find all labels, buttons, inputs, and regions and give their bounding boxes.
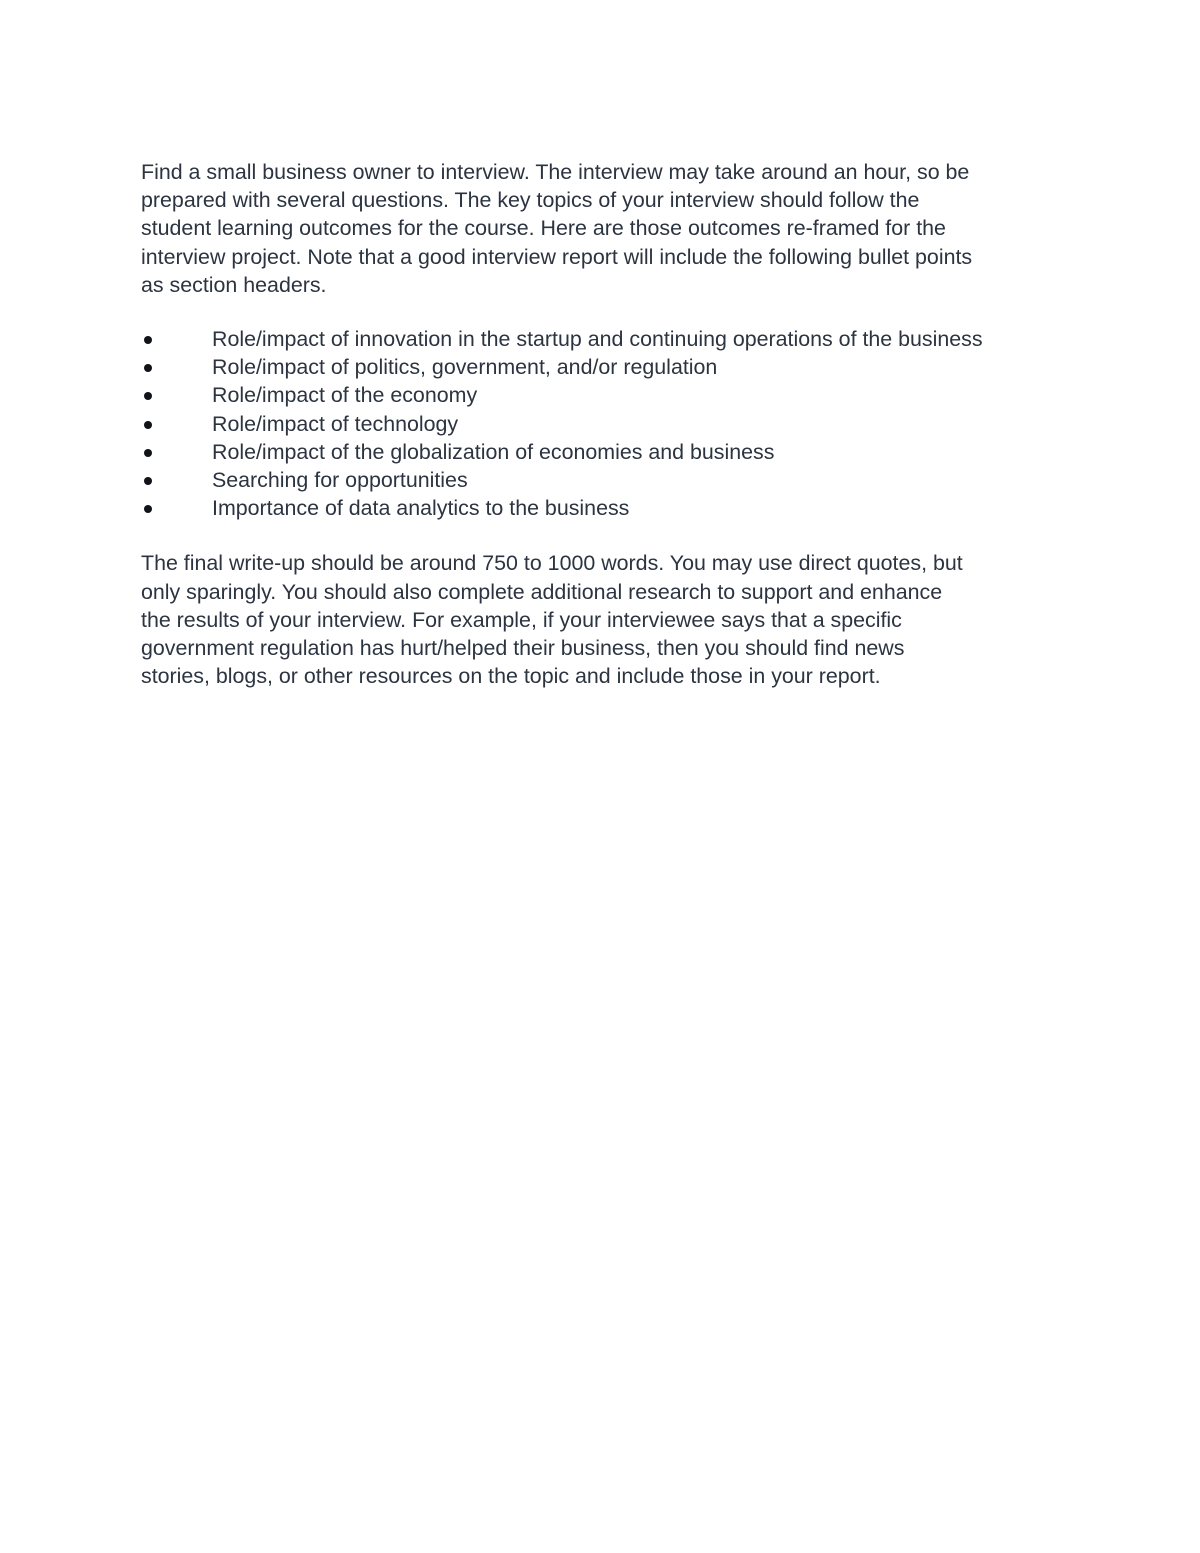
bullet-icon bbox=[144, 364, 152, 372]
bullet-item bbox=[141, 494, 1071, 522]
bullet-icon bbox=[144, 505, 152, 513]
bullet-item bbox=[141, 325, 1071, 353]
bullet-text: Role/impact of innovation in the startup and continuing operations of the business bbox=[212, 327, 983, 352]
bullet-text: Role/impact of technology bbox=[212, 411, 459, 436]
topics-bullet-list bbox=[141, 325, 1071, 522]
bullet-text: Role/impact of the globalization of economies and business bbox=[212, 439, 775, 464]
closing-paragraph: The final write-up should be around 750 to 1000 words. You may use direct quotes, but only sparingly. You should also complete additional research to support and enhance the results of your interview. For example, if your interviewee says that a specific government regulation has hurt/helped their business, then you should find news stories, blogs, or other resources on the topic and include those in your report. bbox=[141, 551, 963, 689]
bullet-text: Searching for opportunities bbox=[212, 468, 468, 493]
document-body bbox=[141, 158, 1071, 690]
bullet-item bbox=[141, 381, 1071, 409]
bullet-icon bbox=[144, 421, 152, 429]
bullet-item bbox=[141, 438, 1071, 466]
bullet-text: Role/impact of the economy bbox=[212, 383, 478, 408]
bullet-text: Importance of data analytics to the business bbox=[212, 496, 630, 521]
bullet-icon bbox=[144, 392, 152, 400]
bullet-icon bbox=[144, 477, 152, 485]
bullet-icon bbox=[144, 449, 152, 457]
bullet-item bbox=[141, 353, 1071, 381]
bullet-text: Role/impact of politics, government, and/or regulation bbox=[212, 355, 718, 380]
bullet-item bbox=[141, 410, 1071, 438]
bullet-icon bbox=[144, 336, 152, 344]
intro-paragraph: Find a small business owner to interview. The interview may take around an hour, so be prepared with several questions. The key topics of your interview should follow the student learning outcomes for the course. Here are those outcomes re-framed for the interview project. Note that a good interview report will include the following bullet points as section headers. bbox=[141, 160, 973, 297]
bullet-item bbox=[141, 466, 1071, 494]
